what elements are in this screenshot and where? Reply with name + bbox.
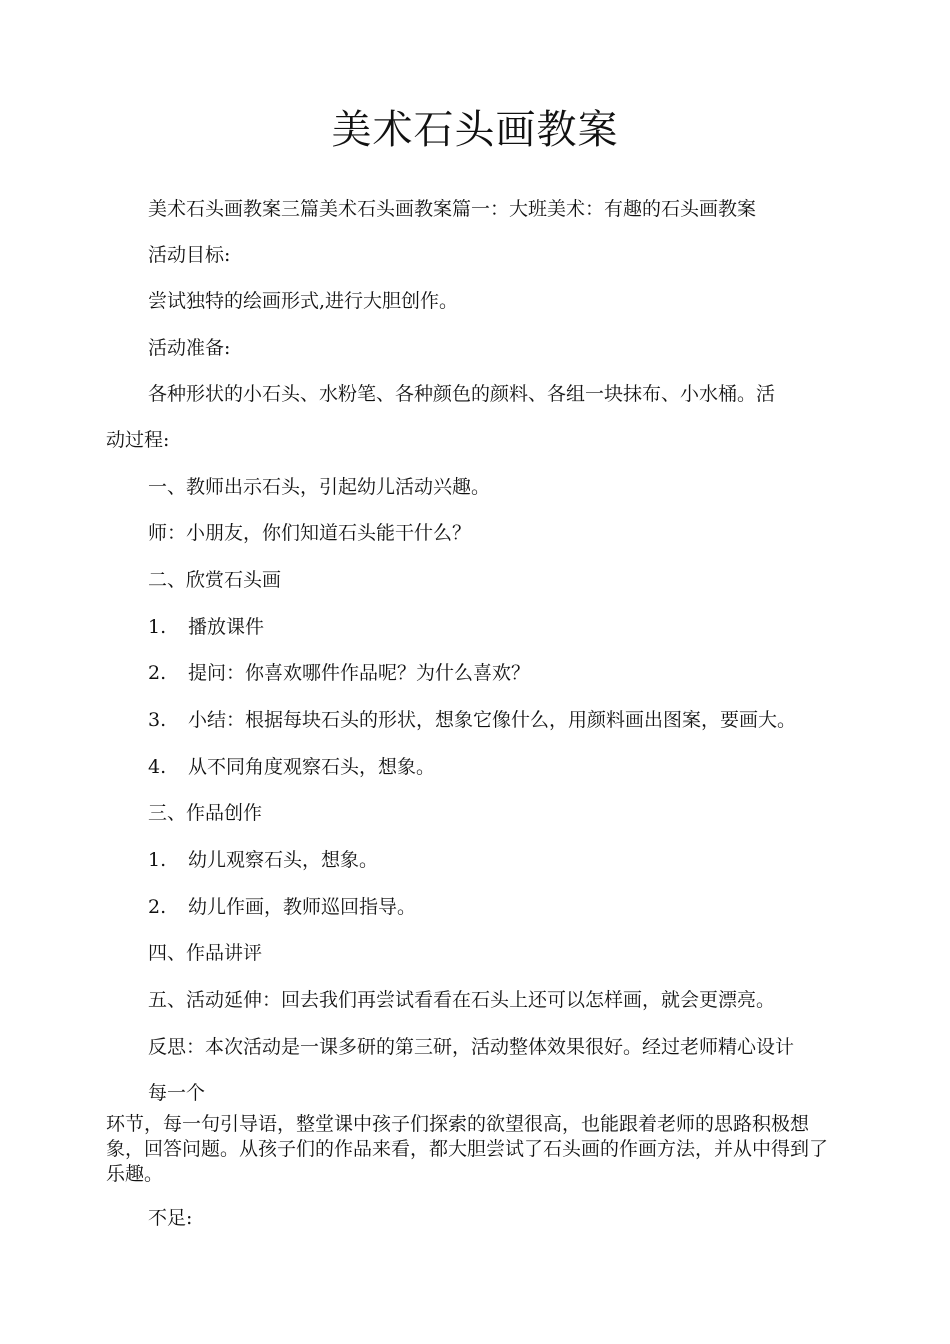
intro-paragraph: 美术石头画教案三篇美术石头画教案篇一：大班美术：有趣的石头画教案 [148, 198, 757, 220]
goal-heading: 活动目标: [148, 244, 231, 266]
list-item [148, 847, 378, 873]
shortcoming-heading: 不足: [148, 1207, 193, 1229]
list-item [148, 754, 435, 780]
list-number: 4. [148, 756, 167, 778]
step5-paragraph: 五、活动延伸：回去我们再尝试看看在石头上还可以怎样画，就会更漂亮。 [148, 989, 776, 1011]
list-text: 播放课件 [188, 616, 265, 638]
list-text: 小结：根据每块石头的形状，想象它像什么，用颜料画出图案，要画大。 [188, 709, 797, 731]
list-number: 1. [148, 849, 167, 871]
goal-text: 尝试独特的绘画形式,进行大胆创作。 [148, 290, 459, 312]
reflection-line1: 反思：本次活动是一课多研的第三研，活动整体效果很好。经过老师精心设计 [148, 1036, 795, 1058]
prep-heading: 活动准备: [148, 337, 231, 359]
step1-heading: 一、教师出示石头，引起幼儿活动兴趣。 [148, 476, 491, 498]
list-text: 幼儿作画，教师巡回指导。 [188, 896, 417, 918]
list-number: 2. [148, 662, 167, 684]
list-item [148, 707, 796, 733]
step4-heading: 四、作品讲评 [148, 942, 263, 964]
reflection-line2: 每一个 [148, 1082, 206, 1104]
prep-text-line2: 动过程: [106, 429, 170, 451]
list-item [148, 894, 416, 920]
list-text: 提问：你喜欢哪件作品呢？为什么喜欢？ [188, 662, 531, 684]
list-item [148, 614, 264, 640]
page-title: 美术石头画教案 [331, 107, 619, 153]
list-number: 3. [148, 709, 167, 731]
step1-question: 师：小朋友，你们知道石头能干什么？ [148, 522, 472, 544]
list-text: 从不同角度观察石头，想象。 [188, 756, 436, 778]
list-text: 幼儿观察石头，想象。 [188, 849, 379, 871]
step2-heading: 二、欣赏石头画 [148, 569, 282, 591]
reflection-paragraph: 环节，每一句引导语，整堂课中孩子们探索的欲望很高，也能跟着老师的思路积极想象，回答问题。从孩子们的作品来看，都大胆尝试了石头画的作画方法，并从中得到了乐趣。 [106, 1113, 829, 1185]
list-number: 2. [148, 896, 167, 918]
step3-heading: 三、作品创作 [148, 802, 263, 824]
prep-text-line1: 各种形状的小石头、水粉笔、各种颜色的颜料、各组一块抹布、小水桶。活 [148, 383, 776, 405]
list-item [148, 660, 530, 686]
list-number: 1. [148, 616, 167, 638]
